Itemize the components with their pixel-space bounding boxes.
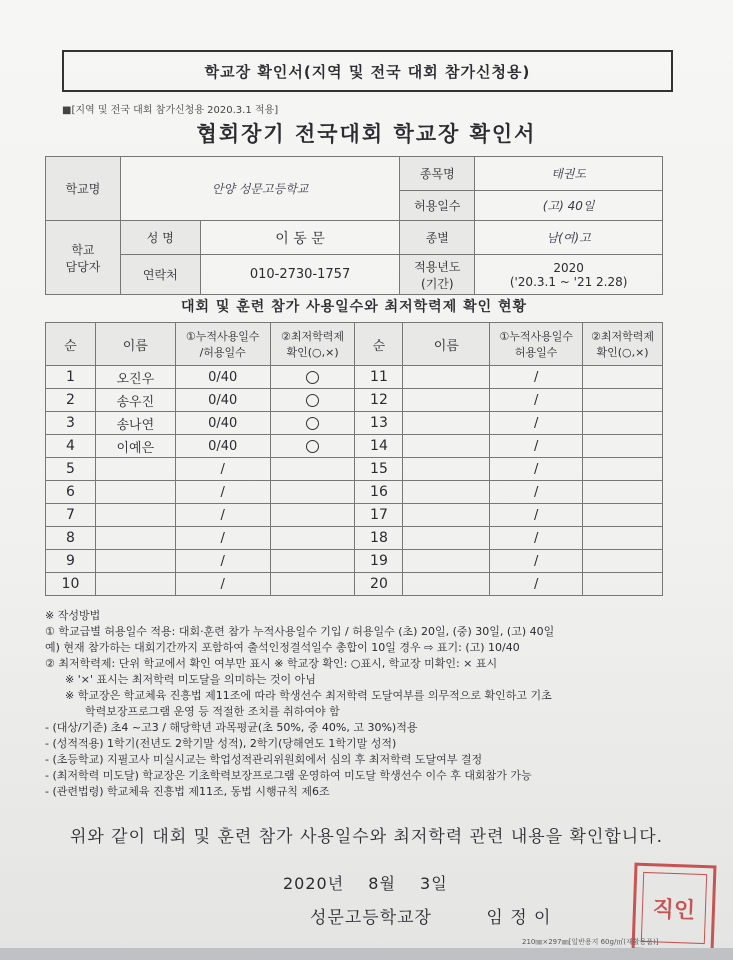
left-days-cell: /	[175, 481, 270, 504]
col-name-right: 이름	[403, 323, 490, 366]
year-value: 2020	[553, 260, 584, 275]
left-check-cell	[270, 412, 355, 435]
left-days-cell: 0/40	[175, 366, 270, 389]
left-days-cell: /	[175, 550, 270, 573]
contact-value: 010-2730-1757	[200, 255, 400, 295]
school-info-table	[45, 156, 663, 295]
col-days-right-line1: ①누적사용일수	[499, 330, 573, 343]
right-name-cell	[403, 527, 490, 550]
right-check-cell	[583, 435, 663, 458]
right-check-cell	[583, 504, 663, 527]
left-check-cell	[270, 435, 355, 458]
instruction-line: 예) 현재 참가하는 대회기간까지 포함하여 출석인정결석일수 총합이 10일 경우 ⇨ 표기: (고) 10/40	[45, 641, 520, 654]
date-month: 8월	[368, 874, 396, 893]
instruction-line: - (최저학력 미도달) 학교장은 기초학력보장프로그램 운영하여 미도달 학생선수 이수 후 대회참가 가능	[45, 769, 532, 782]
right-no-cell: 17	[355, 504, 403, 527]
right-no-cell: 13	[355, 412, 403, 435]
col-check-right-line1: ②최저학력제	[591, 330, 655, 343]
instruction-line: - (초등학교) 지필고사 미실시교는 학업성적관리위원회에서 심의 후 최저학력 도달여부 결정	[45, 753, 483, 766]
section-title: 대회 및 훈련 참가 사용일수와 최저학력제 확인 현황	[180, 299, 528, 315]
col-days-line2: /허용일수	[199, 346, 246, 359]
right-days-cell: /	[490, 527, 583, 550]
year-label	[400, 255, 475, 295]
right-no-cell: 11	[355, 366, 403, 389]
check-circle-icon	[306, 440, 319, 453]
left-days-cell: /	[175, 573, 270, 596]
date-year: 2020년	[283, 874, 345, 893]
left-days-cell: 0/40	[175, 412, 270, 435]
right-no-cell: 15	[355, 458, 403, 481]
col-no: 순	[46, 323, 96, 366]
left-no-cell: 6	[46, 481, 96, 504]
table-row	[46, 435, 663, 458]
table-row	[46, 573, 663, 596]
left-name-cell	[95, 481, 175, 504]
table-row	[46, 458, 663, 481]
confirmation-statement: 위와 같이 대회 및 훈련 참가 사용일수와 최저학력 관련 내용을 확인합니다.	[69, 827, 664, 847]
table-row	[46, 504, 663, 527]
col-check	[270, 323, 355, 366]
instruction-line: ② 최저학력제: 단위 학교에서 확인 여부만 표시 ※ 학교장 확인: ○표시, 학교장 미확인: × 표시	[45, 657, 498, 670]
right-name-cell	[403, 389, 490, 412]
year-label-line2: (기간)	[421, 276, 454, 291]
col-check-line2: 확인(○,×)	[286, 346, 339, 359]
right-days-cell: /	[490, 412, 583, 435]
check-circle-icon	[306, 371, 319, 384]
instruction-line: - (관련법령) 학교체육 진흥법 제11조, 동법 시행규칙 제6조	[45, 785, 330, 798]
right-name-cell	[403, 550, 490, 573]
left-name-cell	[95, 573, 175, 596]
period-value: ('20.3.1 ~ '21 2.28)	[509, 274, 628, 289]
right-days-cell: /	[490, 458, 583, 481]
document-date	[283, 871, 466, 894]
left-no-cell: 3	[46, 412, 96, 435]
check-circle-icon	[306, 394, 319, 407]
officer-label-line2: 담당자	[65, 259, 101, 274]
right-no-cell: 12	[355, 389, 403, 412]
right-name-cell	[403, 504, 490, 527]
right-days-cell: /	[490, 389, 583, 412]
name-value: 이 동 문	[200, 221, 400, 255]
col-no-right: 순	[355, 323, 403, 366]
right-check-cell	[583, 366, 663, 389]
left-no-cell: 9	[46, 550, 96, 573]
col-name: 이름	[95, 323, 175, 366]
year-cell	[475, 255, 663, 295]
left-name-cell: 이예은	[95, 435, 175, 458]
right-name-cell	[403, 573, 490, 596]
table-row	[46, 389, 663, 412]
left-name-cell: 송나연	[95, 412, 175, 435]
gender-value: 남(여)고	[475, 221, 663, 255]
gender-label: 종별	[400, 221, 475, 255]
left-days-cell: 0/40	[175, 435, 270, 458]
left-days-cell: /	[175, 527, 270, 550]
right-name-cell	[403, 458, 490, 481]
col-check-line1: ②최저학력제	[281, 330, 345, 343]
right-check-cell	[583, 481, 663, 504]
left-name-cell	[95, 504, 175, 527]
date-day: 3일	[420, 874, 448, 893]
left-check-cell	[270, 458, 355, 481]
right-no-cell: 16	[355, 481, 403, 504]
right-name-cell	[403, 366, 490, 389]
participant-rows	[46, 366, 663, 596]
left-name-cell	[95, 550, 175, 573]
left-no-cell: 7	[46, 504, 96, 527]
officer-label-line1: 학교	[71, 242, 95, 257]
table-row	[46, 527, 663, 550]
seal-text: 직인	[652, 896, 696, 924]
left-no-cell: 4	[46, 435, 96, 458]
left-no-cell: 2	[46, 389, 96, 412]
event-label: 종목명	[400, 157, 475, 191]
table-row	[46, 481, 663, 504]
right-no-cell: 20	[355, 573, 403, 596]
col-check-right	[583, 323, 663, 366]
name-label: 성 명	[120, 221, 200, 255]
left-name-cell: 송우진	[95, 389, 175, 412]
paper-spec: 210㎜×297㎜[일반용지 60g/㎡(재활용품)]	[522, 938, 659, 946]
instruction-line: ※ '×' 표시는 최저학력 미도달을 의미하는 것이 아님	[65, 673, 316, 686]
instruction-line: - (대상/기준) 초4 ~고3 / 해당학년 과목평균(초 50%, 중 40%, 고 30%)적용	[45, 721, 418, 734]
col-days-line1: ①누적사용일수	[185, 330, 260, 343]
instruction-line: ※ 학교장은 학교체육 진흥법 제11조에 따라 학생선수 최저학력 도달여부를 의무적으로 확인하고 기초	[65, 689, 552, 702]
right-days-cell: /	[490, 435, 583, 458]
contact-label: 연락처	[120, 255, 200, 295]
col-check-right-line2: 확인(○,×)	[596, 346, 649, 359]
left-check-cell	[270, 504, 355, 527]
table-header-row	[46, 323, 663, 366]
left-check-cell	[270, 573, 355, 596]
right-check-cell	[583, 389, 663, 412]
instructions	[45, 608, 685, 800]
col-days-right	[490, 323, 583, 366]
left-name-cell	[95, 527, 175, 550]
instruction-line: - (성적적용) 1학기(전년도 2학기말 성적), 2학기(당해연도 1학기말 성적)	[45, 737, 397, 750]
left-check-cell	[270, 527, 355, 550]
signer-school: 성문고등학교장	[310, 908, 432, 928]
event-value: 태권도	[475, 157, 663, 191]
right-days-cell: /	[490, 550, 583, 573]
right-no-cell: 19	[355, 550, 403, 573]
left-days-cell: /	[175, 504, 270, 527]
left-no-cell: 10	[46, 573, 96, 596]
form-reference: ■[지역 및 전국 대회 참가신청용 2020.3.1 적용]	[62, 105, 279, 116]
right-check-cell	[583, 550, 663, 573]
document-header-box	[62, 50, 673, 92]
year-label-line1: 적용년도	[414, 259, 461, 274]
table-row	[46, 550, 663, 573]
left-name-cell	[95, 458, 175, 481]
left-no-cell: 8	[46, 527, 96, 550]
page-edge	[0, 948, 733, 960]
left-check-cell	[270, 550, 355, 573]
check-circle-icon	[306, 417, 319, 430]
right-name-cell	[403, 412, 490, 435]
officer-label	[46, 221, 121, 295]
left-no-cell: 5	[46, 458, 96, 481]
instruction-line: ① 학교급별 허용일수 적용: 대회·훈련 참가 누적사용일수 기입 / 허용일수 (초) 20일, (중) 30일, (고) 40일	[45, 625, 555, 638]
right-check-cell	[583, 573, 663, 596]
right-days-cell: /	[490, 481, 583, 504]
instruction-line: 학력보장프로그램 운영 등 적절한 조치를 취하여야 함	[85, 705, 340, 718]
right-check-cell	[583, 412, 663, 435]
left-check-cell	[270, 389, 355, 412]
left-days-cell: 0/40	[175, 389, 270, 412]
school-label: 학교명	[46, 157, 121, 221]
left-check-cell	[270, 366, 355, 389]
right-no-cell: 14	[355, 435, 403, 458]
left-name-cell: 오진우	[95, 366, 175, 389]
left-days-cell: /	[175, 458, 270, 481]
instructions-heading: ※ 작성방법	[45, 609, 101, 622]
col-days	[175, 323, 270, 366]
right-check-cell	[583, 527, 663, 550]
right-check-cell	[583, 458, 663, 481]
header-title: 학교장 확인서(지역 및 전국 대회 참가신청용)	[204, 62, 531, 81]
table-row	[46, 366, 663, 389]
allowed-days-value: (고) 40일	[475, 191, 663, 221]
allowed-days-label: 허용일수	[400, 191, 475, 221]
seal-inner-border	[641, 872, 707, 944]
col-days-right-line2: 허용일수	[514, 346, 558, 359]
right-days-cell: /	[490, 504, 583, 527]
left-check-cell	[270, 481, 355, 504]
left-no-cell: 1	[46, 366, 96, 389]
school-value: 안양 성문고등학교	[120, 157, 400, 221]
right-days-cell: /	[490, 366, 583, 389]
page-title: 협회장기 전국대회 학교장 확인서	[196, 122, 537, 146]
right-days-cell: /	[490, 573, 583, 596]
table-row	[46, 412, 663, 435]
signature-line	[310, 903, 551, 928]
signer-name: 임 정 이	[486, 908, 552, 928]
right-name-cell	[403, 481, 490, 504]
right-name-cell	[403, 435, 490, 458]
participant-table	[45, 322, 663, 596]
right-no-cell: 18	[355, 527, 403, 550]
